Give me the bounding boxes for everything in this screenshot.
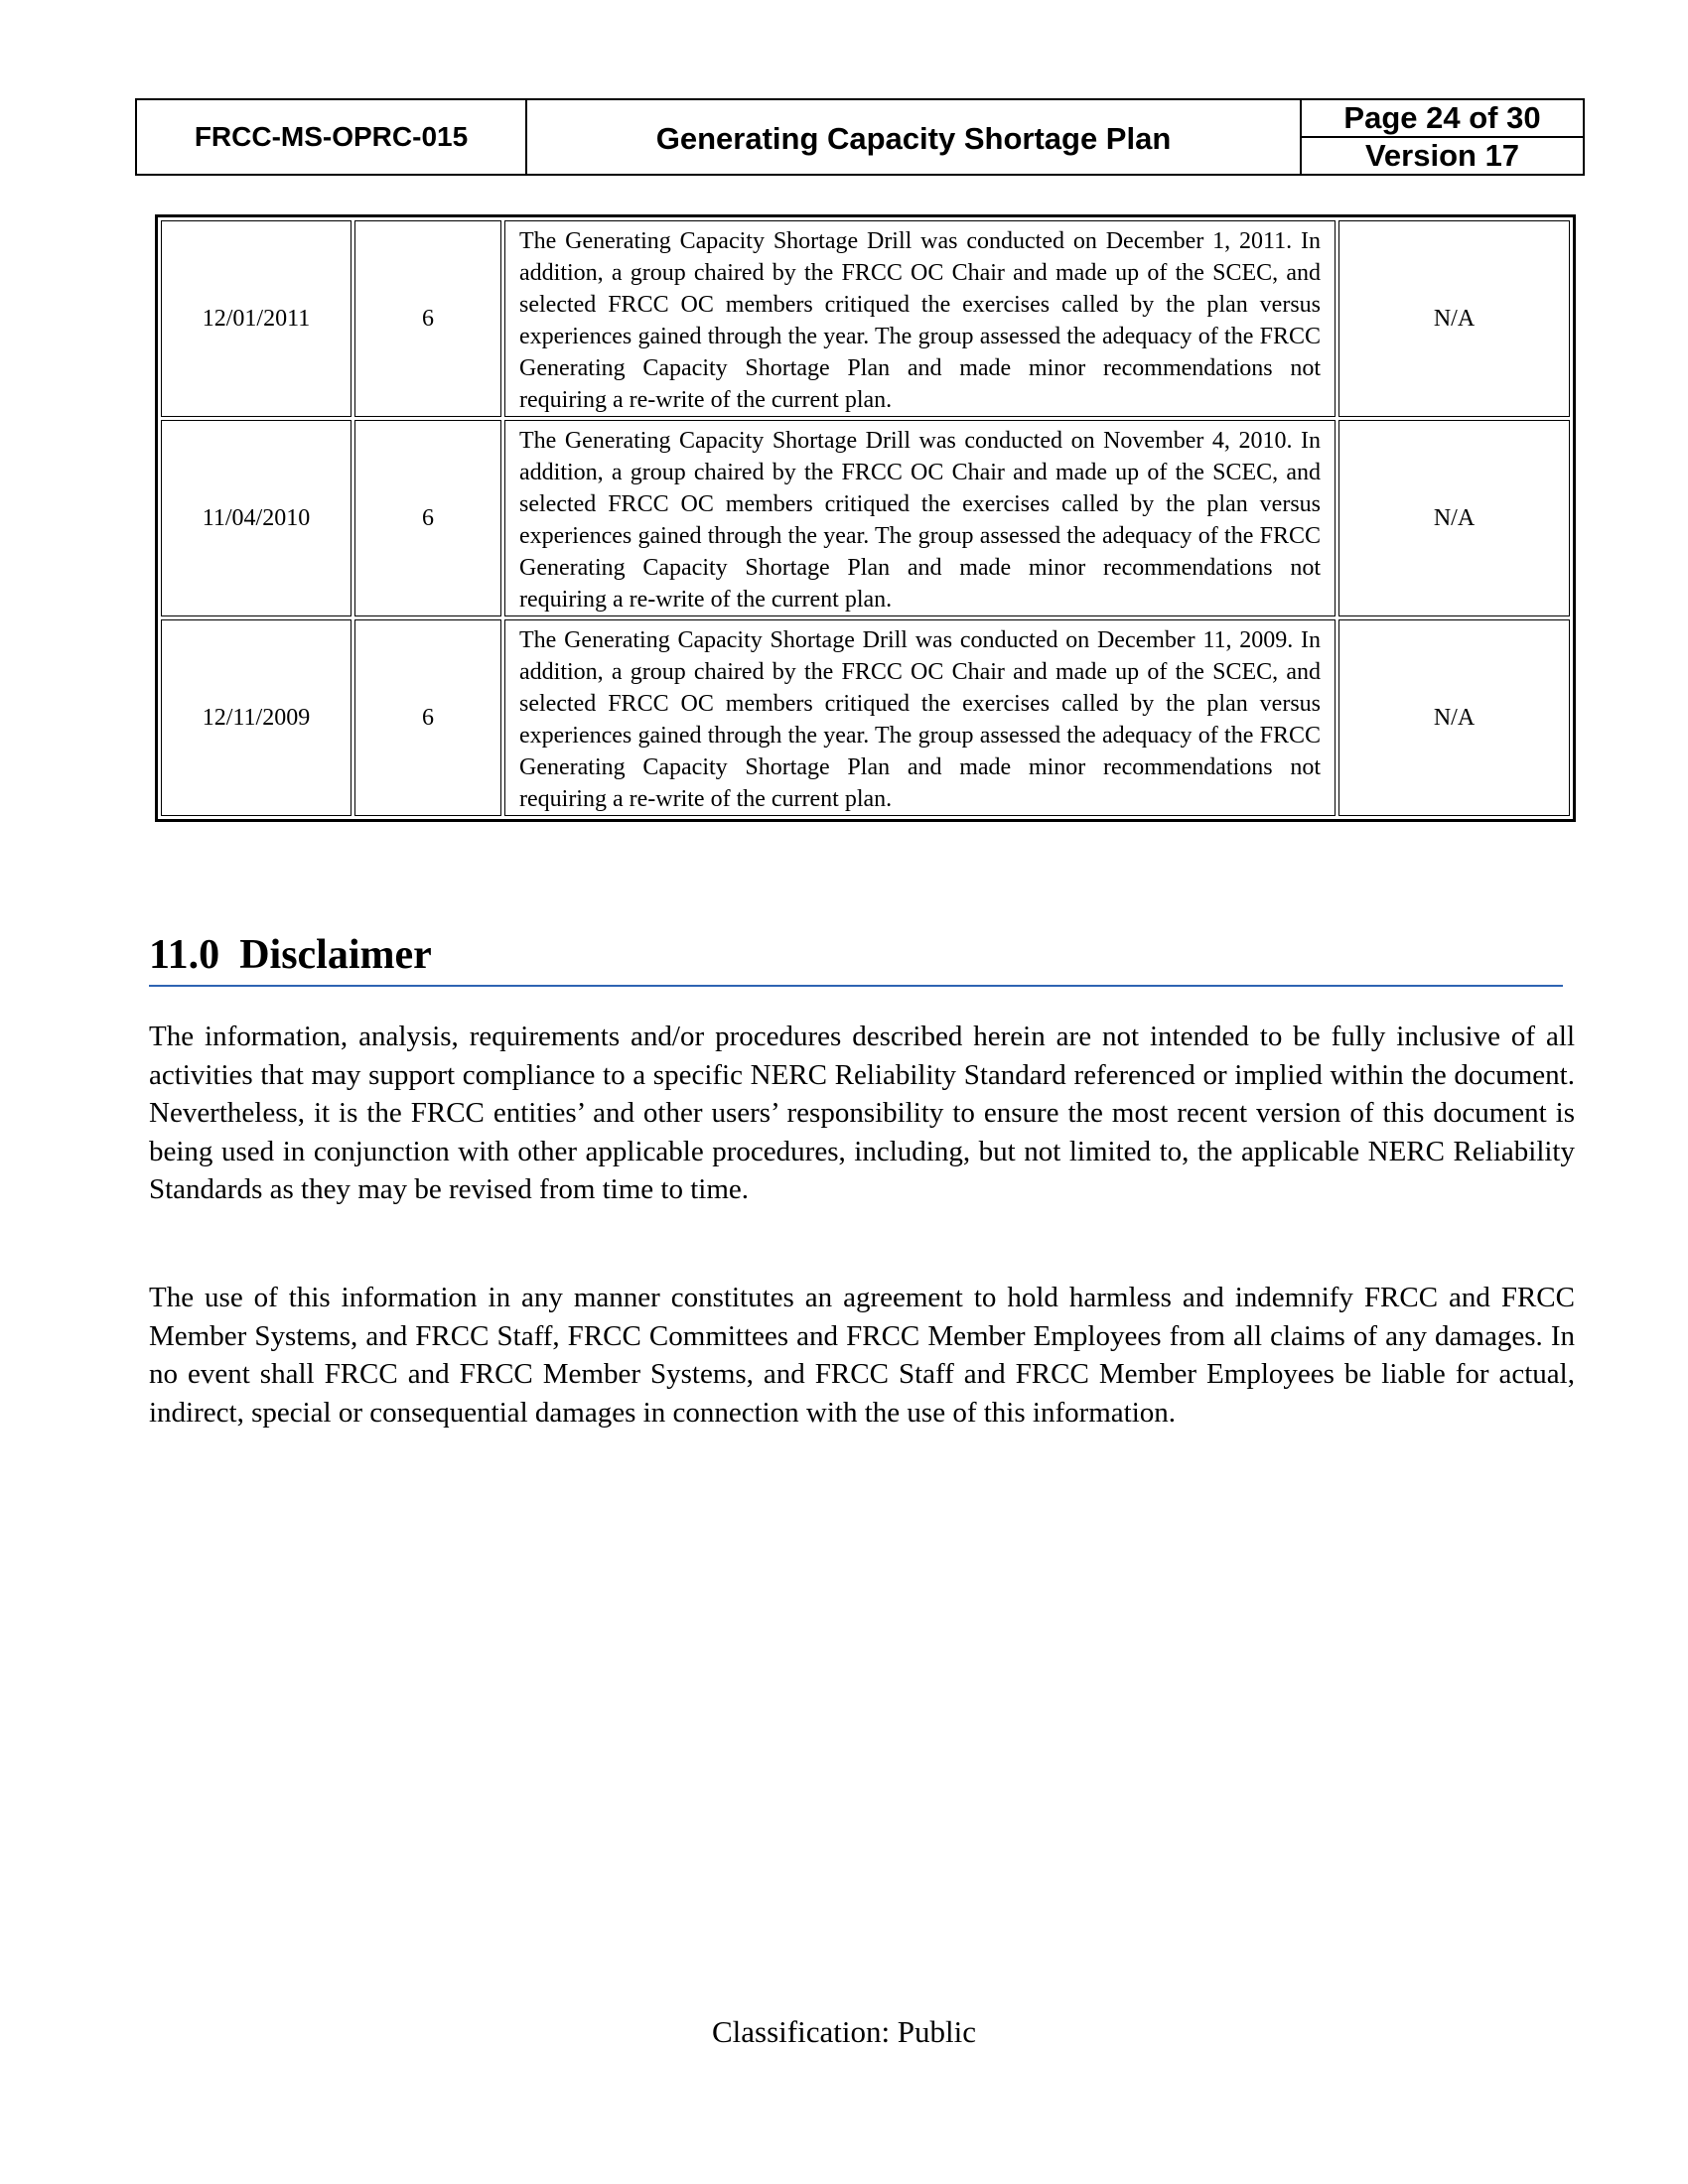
- revision-description: The Generating Capacity Shortage Drill was conducted on November 4, 2010. In addition, a group chaired by the FRCC OC Chair and made up of the SCEC, and selected FRCC OC members critiqued the exercises called by the plan versus experiences gained through the year. The group assessed the adequacy of the FRCC Generating Capacity Shortage Plan and made minor recommendations not requiring a re-write of the current plan.: [504, 420, 1336, 616]
- table-row: [161, 220, 1570, 417]
- disclaimer-paragraph-2: The use of this information in any manner constitutes an agreement to hold harmless and indemnify FRCC and FRCC Member Systems, and FRCC Staff, FRCC Committees and FRCC Member Employees from all claims of any damages. In no event shall FRCC and FRCC Member Systems, and FRCC Staff and FRCC Member Employees be liable for actual, indirect, special or consequential damages in connection with the use of this information.: [149, 1282, 1575, 1429]
- revision-notes: N/A: [1338, 619, 1570, 816]
- version-label: Version 17: [1364, 138, 1520, 173]
- table-row: [161, 420, 1570, 616]
- revision-description: The Generating Capacity Shortage Drill was conducted on December 11, 2009. In addition, a group chaired by the FRCC OC Chair and made up of the SCEC, and selected FRCC OC members critiqued the exercises called by the plan versus experiences gained through the year. The group assessed the adequacy of the FRCC Generating Capacity Shortage Plan and made minor recommendations not requiring a re-write of the current plan.: [504, 619, 1336, 816]
- page-number: Page 24 of 30: [1302, 100, 1583, 138]
- table-row: [161, 619, 1570, 816]
- section-heading: [149, 931, 1563, 987]
- section-title: Disclaimer: [239, 932, 432, 978]
- revision-version: 6: [354, 619, 501, 816]
- revision-description: The Generating Capacity Shortage Drill was conducted on December 1, 2011. In addition, a group chaired by the FRCC OC Chair and made up of the SCEC, and selected FRCC OC members critiqued the exercises called by the plan versus experiences gained through the year. The group assessed the adequacy of the FRCC Generating Capacity Shortage Plan and made minor recommendations not requiring a re-write of the current plan.: [504, 220, 1336, 417]
- document-id: FRCC-MS-OPRC-015: [137, 100, 527, 174]
- revision-version: 6: [354, 420, 501, 616]
- revision-date: 11/04/2010: [161, 420, 352, 616]
- disclaimer-paragraph-1: The information, analysis, requirements and/or procedures described herein are not intended to be fully inclusive of all activities that may support compliance to a specific NERC Reliability Standard referenced or implied within the document. Nevertheless, it is the FRCC entities’ and other users’ responsibility to ensure the most recent version of this document is being used in conjunction with other applicable procedures, including, but not limited to, the applicable NERC Reliability Standards as they may be revised from time to time.: [149, 1021, 1575, 1205]
- revision-date: 12/01/2011: [161, 220, 352, 417]
- revision-notes: N/A: [1338, 420, 1570, 616]
- section-number: 11.0: [149, 932, 220, 978]
- revision-notes: N/A: [1338, 220, 1570, 417]
- document-title: Generating Capacity Shortage Plan: [527, 100, 1302, 174]
- classification-footer: Classification: Public: [711, 2014, 977, 2049]
- header-page-info: [1302, 100, 1583, 174]
- document-header: [135, 98, 1585, 176]
- revision-date: 12/11/2009: [161, 619, 352, 816]
- revision-history-table: [155, 214, 1576, 822]
- revision-version: 6: [354, 220, 501, 417]
